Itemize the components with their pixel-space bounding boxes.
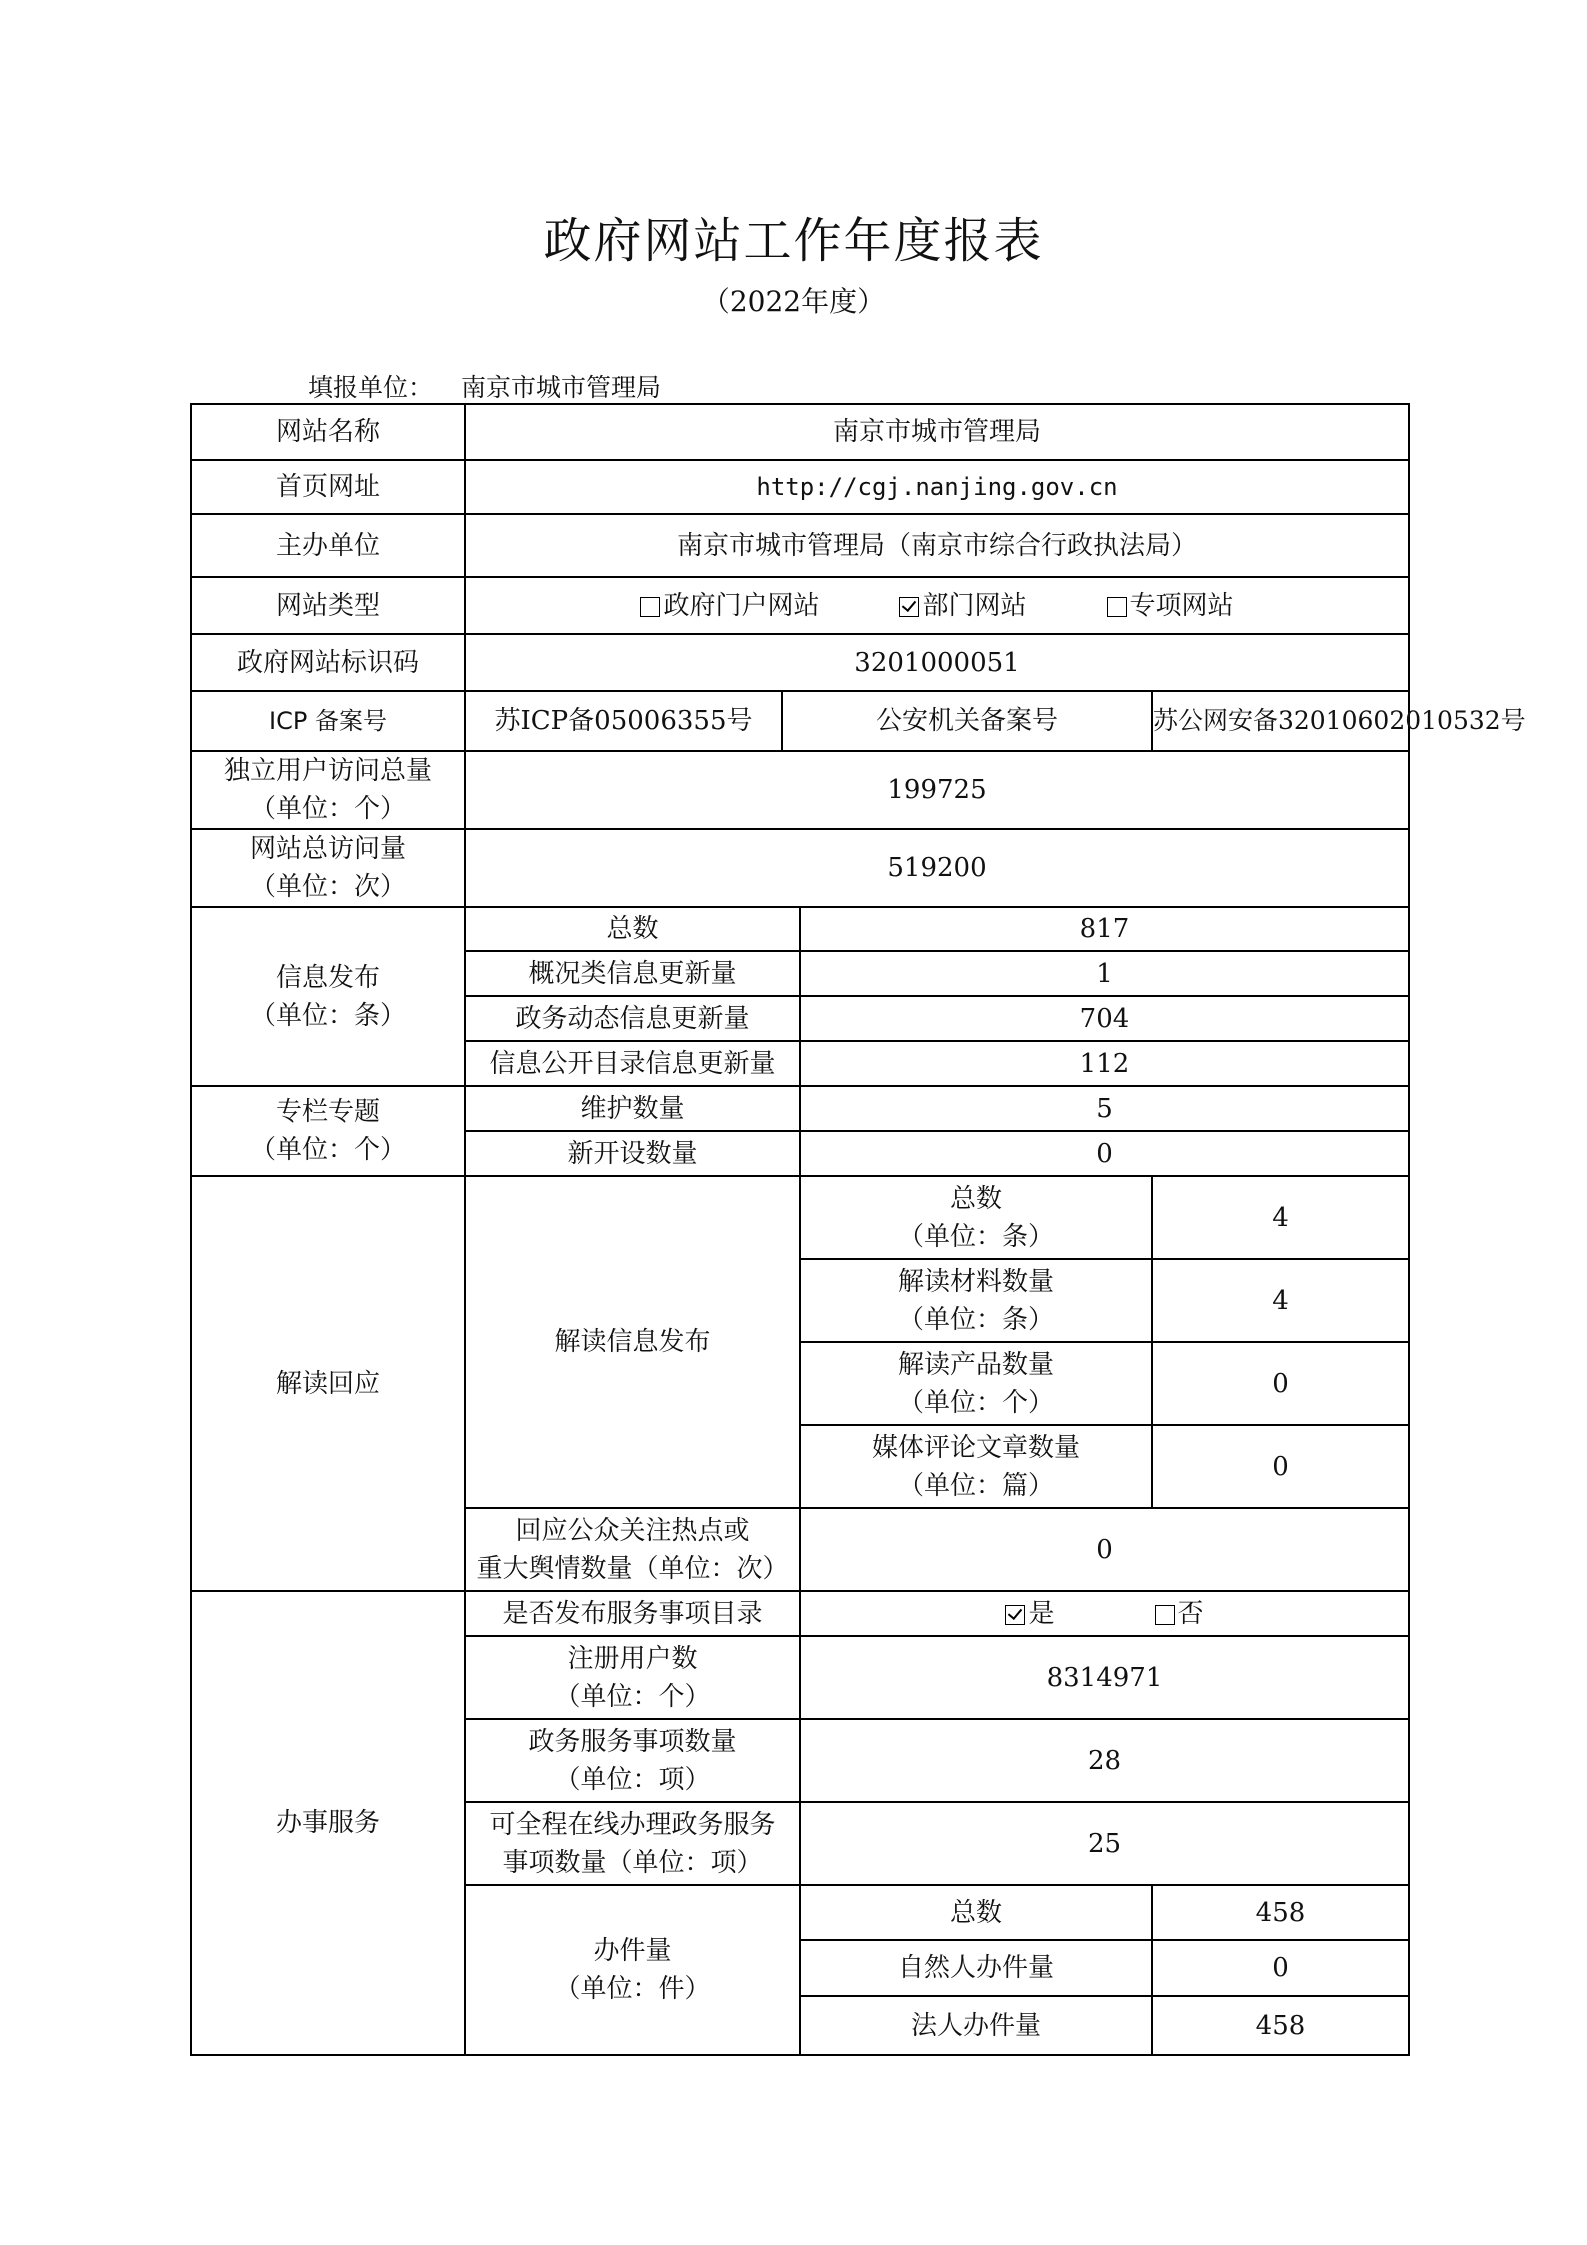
- site-type-label: 网站类型: [191, 577, 465, 634]
- unique-visitors-label: [191, 751, 465, 829]
- columns-item-label: 维护数量: [465, 1086, 800, 1131]
- cases-label-2: （单位：件）: [554, 1974, 711, 2004]
- info-item-value: 1: [800, 951, 1409, 996]
- interpretation-publish-label: 解读信息发布: [465, 1176, 800, 1508]
- option-special: [1107, 587, 1234, 625]
- site-id-value: 3201000051: [465, 634, 1409, 691]
- total-visits-value: 519200: [465, 829, 1409, 907]
- interp-item-label-2: （单位：条）: [897, 1304, 1054, 1335]
- row-homepage: [191, 460, 1409, 514]
- unique-visitors-label-1: 独立用户访问总量: [223, 756, 432, 786]
- info-publish-label: [191, 907, 465, 1086]
- interp-item-label-1: 媒体评论文章数量: [871, 1432, 1080, 1463]
- response-label-2: 重大舆情数量（单位：次）: [476, 1553, 789, 1584]
- interp-item-label-2: （单位：条）: [897, 1221, 1054, 1252]
- option-yes: [1005, 1595, 1054, 1633]
- columns-item-label: 新开设数量: [465, 1131, 800, 1176]
- interp-item-label: [800, 1425, 1152, 1508]
- cases-item-label: 自然人办件量: [800, 1940, 1152, 1996]
- service-items-label: [465, 1719, 800, 1802]
- row-info-total: [191, 907, 1409, 951]
- option-department-label: 部门网站: [922, 590, 1027, 621]
- registered-users-value: 8314971: [800, 1636, 1409, 1719]
- interp-item-label: [800, 1259, 1152, 1342]
- option-portal: [640, 587, 819, 625]
- row-total-visits: [191, 829, 1409, 907]
- online-items-label-1: 可全程在线办理政务服务: [489, 1809, 776, 1840]
- cases-item-value: 0: [1152, 1940, 1409, 1996]
- option-no-label: 否: [1177, 1598, 1204, 1629]
- online-items-label-2: 事项数量（单位：项）: [502, 1847, 763, 1878]
- cases-label-1: 办件量: [593, 1936, 672, 1966]
- cases-item-label: 法人办件量: [800, 1996, 1152, 2055]
- interp-item-label-1: 解读材料数量: [897, 1266, 1054, 1297]
- report-year: （2022年度）: [701, 285, 886, 318]
- total-visits-label: [191, 829, 465, 907]
- info-item-label: 概况类信息更新量: [465, 951, 800, 996]
- sponsor-label: 主办单位: [191, 514, 465, 577]
- homepage-label: 首页网址: [191, 460, 465, 514]
- interp-item-label-2: （单位：个）: [897, 1387, 1054, 1418]
- cases-item-label: 总数: [800, 1885, 1152, 1940]
- option-special-label: 专项网站: [1129, 590, 1234, 621]
- info-item-label: 信息公开目录信息更新量: [465, 1041, 800, 1086]
- row-interp-total: [191, 1176, 1409, 1259]
- option-no: [1155, 1595, 1204, 1633]
- checkbox-yes-checked: [1005, 1605, 1025, 1625]
- homepage-url: http://cgj.nanjing.gov.cn: [465, 460, 1409, 514]
- interp-item-label-1: 解读产品数量: [897, 1349, 1054, 1380]
- interp-item-label-2: （单位：篇）: [897, 1470, 1054, 1501]
- site-id-label: 政府网站标识码: [191, 634, 465, 691]
- columns-item-value: 5: [800, 1086, 1409, 1131]
- service-items-label-2: （单位：项）: [554, 1764, 711, 1795]
- unique-visitors-label-2: （单位：个）: [249, 794, 406, 824]
- columns-item-value: 0: [800, 1131, 1409, 1176]
- unique-visitors-value: 199725: [465, 751, 1409, 829]
- info-item-label: 政务动态信息更新量: [465, 996, 800, 1041]
- icp-split: [465, 691, 1152, 751]
- option-portal-label: 政府门户网站: [663, 590, 820, 621]
- total-visits-label-1: 网站总访问量: [249, 834, 406, 864]
- service-label: 办事服务: [191, 1591, 465, 2055]
- police-record-value: 苏公网安备32010602010532号: [1152, 691, 1409, 751]
- columns-label-1: 专栏专题: [275, 1097, 380, 1127]
- response-value: 0: [800, 1508, 1409, 1591]
- option-department: [899, 587, 1026, 625]
- option-yes-label: 是: [1028, 1598, 1055, 1629]
- interpretation-label: 解读回应: [191, 1176, 465, 1591]
- interp-item-value: 0: [1152, 1425, 1409, 1508]
- info-item-label: 总数: [465, 907, 800, 951]
- columns-label-2: （单位：个）: [249, 1135, 406, 1165]
- interp-item-label-1: 总数: [949, 1183, 1002, 1214]
- interp-item-value: 4: [1152, 1259, 1409, 1342]
- row-unique-visitors: [191, 751, 1409, 829]
- icp-label: [191, 691, 465, 751]
- info-publish-label-2: （单位：条）: [249, 1000, 406, 1031]
- icp-value: 苏ICP备05006355号: [466, 692, 783, 750]
- row-columns-maintained: [191, 1086, 1409, 1131]
- service-items-value: 28: [800, 1719, 1409, 1802]
- registered-users-label: [465, 1636, 800, 1719]
- reporting-unit: [308, 368, 661, 404]
- checkbox-department-checked: [899, 597, 919, 617]
- info-publish-label-1: 信息发布: [275, 962, 380, 993]
- reporting-unit-label: 填报单位：: [308, 373, 434, 402]
- interp-item-label: [800, 1342, 1152, 1425]
- row-site-name: [191, 404, 1409, 460]
- row-site-type: [191, 577, 1409, 634]
- row-service-catalog: [191, 1591, 1409, 1636]
- checkbox-portal: [640, 597, 660, 617]
- police-record-label: 公安机关备案号: [875, 706, 1058, 736]
- cases-item-value: 458: [1152, 1996, 1409, 2055]
- interp-item-value: 0: [1152, 1342, 1409, 1425]
- response-label: [465, 1508, 800, 1591]
- info-item-value: 704: [800, 996, 1409, 1041]
- interp-item-value: 4: [1152, 1176, 1409, 1259]
- row-sponsor: [191, 514, 1409, 577]
- total-visits-label-2: （单位：次）: [249, 872, 406, 902]
- reporting-unit-value: 南京市城市管理局: [461, 373, 662, 402]
- row-icp: [191, 691, 1409, 751]
- interp-item-label: [800, 1176, 1152, 1259]
- site-type-options: [465, 577, 1409, 634]
- checkbox-special: [1107, 597, 1127, 617]
- row-site-id: [191, 634, 1409, 691]
- cases-item-value: 458: [1152, 1885, 1409, 1940]
- checkbox-no: [1155, 1605, 1175, 1625]
- service-catalog-label: 是否发布服务事项目录: [465, 1591, 800, 1636]
- sponsor-value: 南京市城市管理局（南京市综合行政执法局）: [465, 514, 1409, 577]
- info-item-value: 817: [800, 907, 1409, 951]
- cases-label: [465, 1885, 800, 2055]
- registered-users-label-1: 注册用户数: [567, 1643, 698, 1674]
- online-items-label: [465, 1802, 800, 1885]
- registered-users-label-2: （单位：个）: [554, 1681, 711, 1712]
- service-items-label-1: 政务服务事项数量: [528, 1726, 737, 1757]
- site-name-label: 网站名称: [191, 404, 465, 460]
- report-table: [190, 403, 1526, 2056]
- site-name-value: 南京市城市管理局: [465, 404, 1409, 460]
- response-label-1: 回应公众关注热点或: [515, 1515, 750, 1546]
- icp-split-inner: [466, 692, 1151, 750]
- online-items-value: 25: [800, 1802, 1409, 1885]
- page-title: 政府网站工作年度报表: [543, 213, 1044, 269]
- service-catalog-options: [800, 1591, 1409, 1636]
- icp-label-text: ICP 备案号: [269, 707, 387, 735]
- info-item-value: 112: [800, 1041, 1409, 1086]
- columns-label: [191, 1086, 465, 1176]
